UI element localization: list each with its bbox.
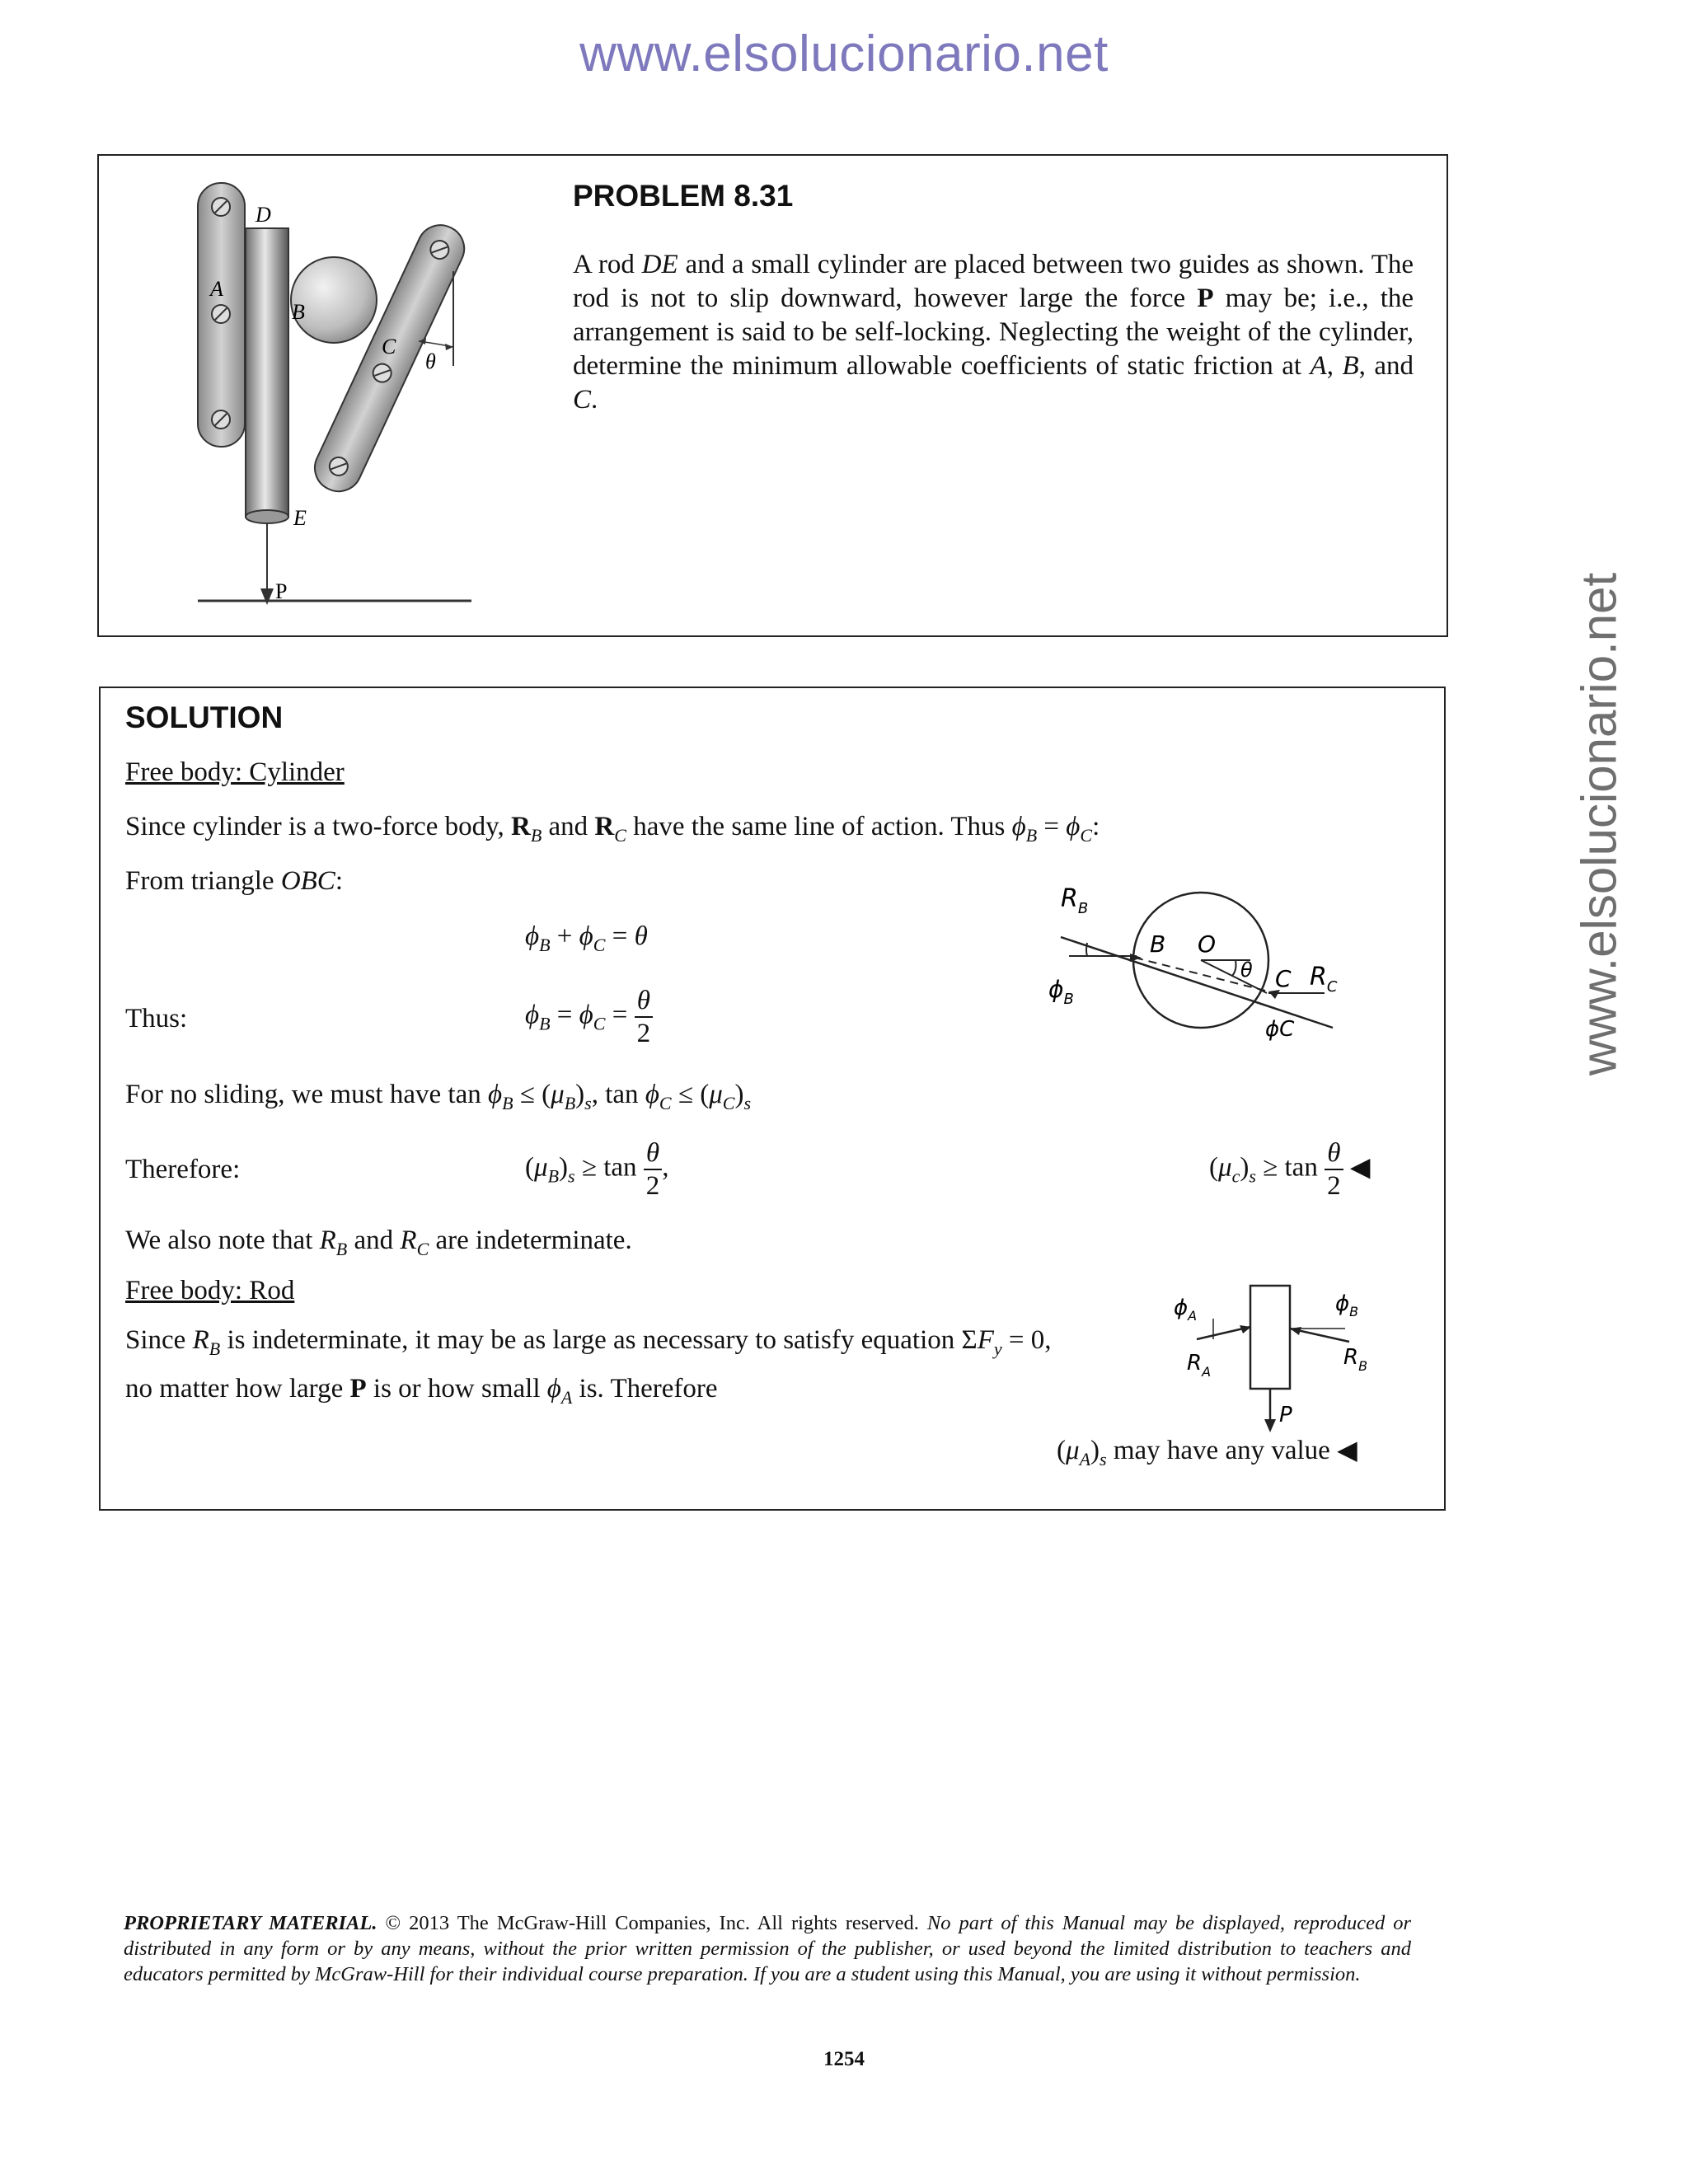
sketch1-O: O bbox=[1198, 930, 1217, 958]
label-E: E bbox=[293, 506, 307, 530]
page-number: 1254 bbox=[823, 2048, 865, 2070]
indeterminate-note: We also note that $R_B$ and $R_C$ are indeterminate. bbox=[125, 1226, 632, 1259]
sketch1-C: C bbox=[1275, 965, 1292, 992]
from-triangle-line: From triangle OBC: bbox=[125, 866, 343, 896]
answer-marker-icon: ◀ bbox=[1337, 1434, 1357, 1465]
problem-box bbox=[97, 154, 1448, 637]
sketch1-RB: $R_B$ bbox=[1061, 884, 1089, 917]
sketch2-P: P bbox=[1279, 1403, 1292, 1427]
fb-cylinder-heading: Free body: Cylinder bbox=[125, 757, 345, 787]
two-force-line: Since cylinder is a two-force body, $R_B$ and $R_C$ have the same line of action. Thus $\phi_B = \phi_C$: bbox=[125, 812, 1100, 846]
label-P: P bbox=[275, 579, 288, 603]
answer-marker-icon: ◀ bbox=[1349, 1151, 1371, 1183]
sketch2-phiA: $\phi_A$ bbox=[1174, 1296, 1198, 1324]
problem-figure bbox=[99, 156, 528, 634]
answer-muB: $(\mu_B)_s \ge \tan$ $\frac{\theta}{2}$ , bbox=[525, 1138, 669, 1201]
rod-fbd-sketch bbox=[1172, 1277, 1403, 1442]
label-theta: θ bbox=[425, 349, 436, 373]
sketch2-RA: $R_A$ bbox=[1187, 1351, 1212, 1380]
eq-half: $\phi_B = \phi_C$ = $\frac{\theta}{2}$ bbox=[525, 985, 653, 1049]
sketch1-RC: $R_C$ bbox=[1310, 963, 1338, 996]
eq-sum: $\phi_B + \phi_C = \theta$ bbox=[525, 921, 648, 955]
sketch1-theta: θ bbox=[1240, 958, 1253, 982]
answer-muA: $(\mu_A)_s$ may have any value ◀ bbox=[1057, 1434, 1357, 1469]
sketch1-phiB: $\phi_B$ bbox=[1048, 976, 1074, 1008]
sketch2-RB: $R_B$ bbox=[1343, 1345, 1368, 1374]
sketch2-phiB: $\phi_B$ bbox=[1335, 1291, 1359, 1319]
sketch1-phiC: ϕC bbox=[1265, 1017, 1295, 1042]
solution-box bbox=[99, 687, 1446, 1511]
copyright-footer: PROPRIETARY MATERIAL. © 2013 The McGraw-Hill Companies, Inc. All rights reserved. No part of this Manual may be displayed, reproduced or distributed in any form or by any means, without the prior written permission of the publisher, or used beyond the limited distribution to teachers and educators permitted by McGraw-Hill for their individual course preparation. If you are a student using this Manual, you are using it without permission. bbox=[124, 1912, 1411, 1985]
problem-statement: A rod DE and a small cylinder are placed between two guides as shown. The rod is not to slip downward, however large the force P may be; i.e., the arrangement is said to be self-locking. Neglecting the weight of the cylinder, determine the minimum allowable coefficients of static friction at A, B, and C. bbox=[573, 250, 1414, 415]
sketch1-B: B bbox=[1150, 930, 1166, 958]
cylinder-fbd-sketch bbox=[1044, 878, 1374, 1043]
fb-rod-heading: Free body: Rod bbox=[125, 1276, 295, 1305]
no-sliding-line: For no sliding, we must have $\tan \phi_B \le (\mu_B)_s$, $\tan \phi_C \le (\mu_C)_s$ bbox=[125, 1080, 752, 1113]
problem-title: PROBLEM 8.31 bbox=[573, 179, 794, 213]
label-A: A bbox=[210, 277, 223, 301]
thus-label: Thus: bbox=[125, 1004, 188, 1033]
therefore-label: Therefore: bbox=[125, 1155, 241, 1184]
watermark-top: www.elsolucionario.net bbox=[579, 26, 1109, 82]
solution-title: SOLUTION bbox=[125, 701, 284, 734]
since-line: Since $R_B$ is indeterminate, it may be as large as necessary to satisfy equation $\Sigma F_y = 0$, bbox=[125, 1325, 1052, 1359]
label-B: B bbox=[292, 300, 305, 324]
answer-muC: $(\mu_c)_s \ge \tan$ $\frac{\theta}{2}$ ◀ bbox=[1209, 1138, 1371, 1201]
label-D: D bbox=[256, 203, 271, 227]
label-C: C bbox=[382, 335, 396, 359]
no-matter-line: no matter how large P is or how small $\phi_A$ is. Therefore bbox=[125, 1374, 718, 1408]
